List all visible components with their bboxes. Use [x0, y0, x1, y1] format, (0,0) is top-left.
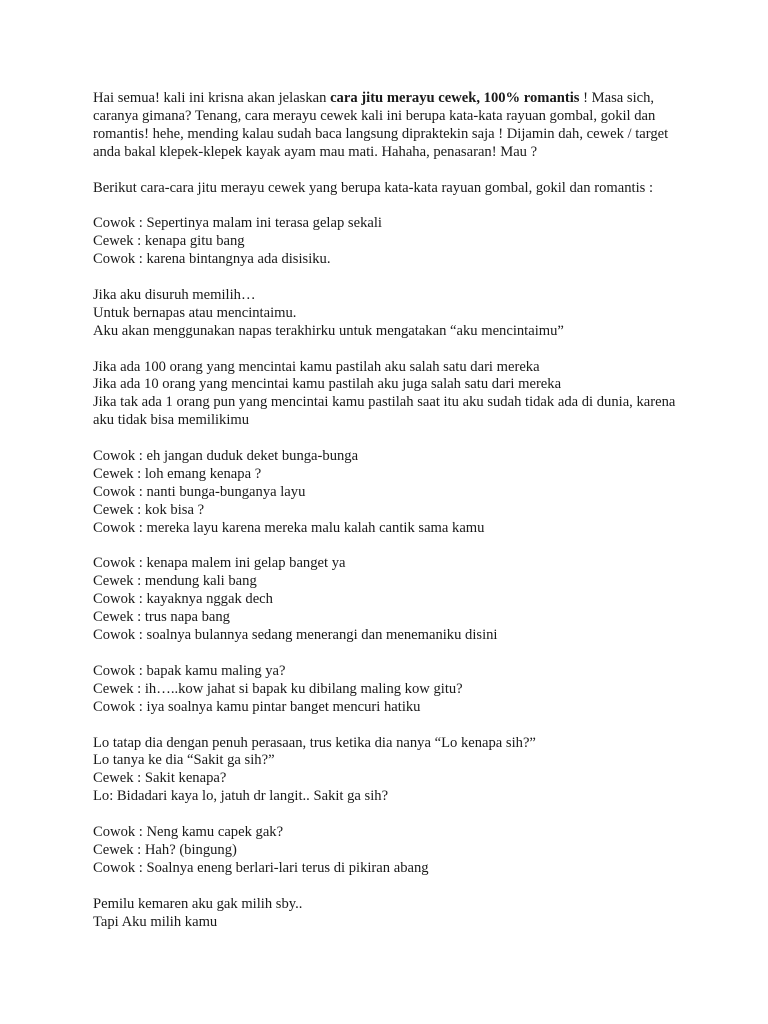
- text-line: Tapi Aku milih kamu: [93, 913, 218, 930]
- text-line: Cewek : Hah? (bingung): [93, 841, 237, 858]
- text-line: Untuk bernapas atau mencintaimu.: [93, 304, 297, 321]
- text-line: Cowok : Sepertinya malam ini terasa gelap sekali: [93, 215, 382, 232]
- intro-bold-text: cara jitu merayu cewek, 100% romantis: [330, 90, 580, 106]
- text-line: Cewek : trus napa bang: [93, 609, 230, 626]
- text-line: Cowok : kenapa malem ini gelap banget ya: [93, 555, 346, 572]
- document-page: [93, 90, 683, 949]
- text-line: Lo: Bidadari kaya lo, jatuh dr langit.. Sakit ga sih?: [93, 788, 389, 805]
- paragraph: [93, 824, 683, 878]
- paragraph: [93, 555, 683, 645]
- text-line: Cowok : Soalnya eneng berlari-lari terus di pikiran abang: [93, 859, 429, 876]
- text-line: Berikut cara-cara jitu merayu cewek yang berupa kata-kata rayuan gombal, gokil dan romantis :: [93, 179, 654, 196]
- text-line: Cowok : karena bintangnya ada disisiku.: [93, 251, 331, 268]
- paragraph: [93, 448, 683, 538]
- paragraph-list: [93, 180, 683, 932]
- text-line: Cewek : Sakit kenapa?: [93, 770, 227, 787]
- text-line: Jika ada 100 orang yang mencintai kamu pastilah aku salah satu dari mereka: [93, 358, 540, 375]
- text-line: Jika aku disuruh memilih…: [93, 286, 256, 303]
- text-line: Cewek : ih…..kow jahat si bapak ku dibilang maling kow gitu?: [93, 680, 463, 697]
- text-line: Cewek : mendung kali bang: [93, 573, 257, 590]
- text-line: Jika ada 10 orang yang mencintai kamu pastilah aku juga salah satu dari mereka: [93, 376, 562, 393]
- paragraph: [93, 359, 683, 431]
- text-line: Cowok : eh jangan duduk deket bunga-bunga: [93, 448, 359, 465]
- text-line: Cowok : Neng kamu capek gak?: [93, 824, 284, 841]
- paragraph: [93, 180, 683, 198]
- text-line: Cowok : nanti bunga-bunganya layu: [93, 483, 306, 500]
- text-line: Lo tatap dia dengan penuh perasaan, trus ketika dia nanya “Lo kenapa sih?”: [93, 734, 536, 751]
- text-line: Aku akan menggunakan napas terakhirku untuk mengatakan “aku mencintaimu”: [93, 322, 564, 339]
- text-line: Pemilu kemaren aku gak milih sby..: [93, 895, 303, 912]
- text-line: Jika tak ada 1 orang pun yang mencintai kamu pastilah saat itu aku sudah tidak ada di dunia, karena aku tidak bisa memilikimu: [93, 394, 676, 429]
- paragraph: [93, 215, 683, 269]
- paragraph: [93, 663, 683, 717]
- paragraph: [93, 735, 683, 807]
- text-line: Cowok : kayaknya nggak dech: [93, 591, 273, 608]
- text-line: Cewek : loh emang kenapa ?: [93, 465, 262, 482]
- text-line: Cowok : mereka layu karena mereka malu kalah cantik sama kamu: [93, 519, 485, 536]
- text-line: Lo tanya ke dia “Sakit ga sih?”: [93, 752, 275, 769]
- intro-rest-text: ! Masa sich, caranya gimana? Tenang, cara merayu cewek kali ini berupa kata-kata rayuan gombal, gokil dan romantis! hehe, mending kalau sudah baca langsung dipraktekin saja ! Dijamin dah, cewek / target anda bakal klepek-klepek kayak ayam mau mati. Hahaha, penasaran! Mau ?: [93, 90, 669, 160]
- paragraph: [93, 287, 683, 341]
- text-line: Cewek : kenapa gitu bang: [93, 233, 245, 250]
- text-line: Cowok : bapak kamu maling ya?: [93, 662, 286, 679]
- text-line: Cowok : soalnya bulannya sedang menerangi dan menemaniku disini: [93, 627, 498, 644]
- intro-lead-text: Hai semua! kali ini krisna akan jelaskan: [93, 90, 331, 106]
- paragraph: [93, 896, 683, 932]
- text-line: Cewek : kok bisa ?: [93, 501, 205, 518]
- text-line: Cowok : iya soalnya kamu pintar banget mencuri hatiku: [93, 698, 421, 715]
- intro-paragraph: [93, 90, 683, 162]
